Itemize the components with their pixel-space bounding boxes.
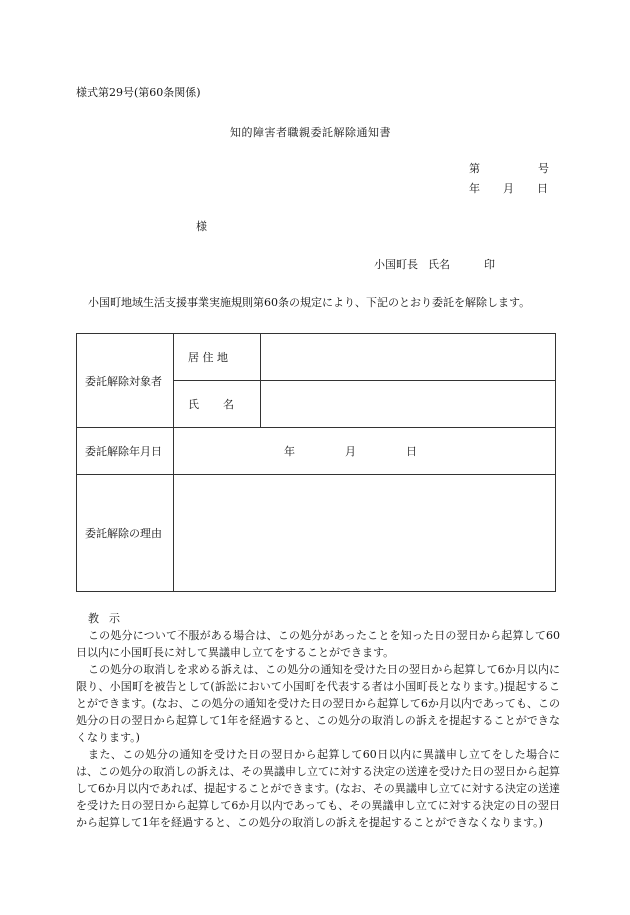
table-row-date: [77, 428, 556, 475]
date-year-label: 年: [469, 182, 480, 195]
table-row-address: [77, 334, 556, 381]
number-prefix: 第: [469, 162, 480, 175]
date-month-label: 月: [503, 182, 514, 195]
target-person-label: 委託解除対象者: [77, 334, 174, 428]
addressee-suffix: 様: [196, 220, 207, 233]
document-title: 知的障害者職親委託解除通知書: [230, 126, 391, 139]
cancel-month-label: 月: [345, 445, 356, 458]
issue-date-line: [469, 180, 548, 196]
notice-paragraph-1: この処分について不服がある場合は、この処分があったことを知った日の翌日から起算して60日以内に小国町長に対して異議申し立てをすることができます。: [76, 629, 560, 659]
name-value: [261, 381, 556, 428]
body-paragraph: 小国町地域生活支援事業実施規則第60条の規定により、下記のとおり委託を解除します。: [88, 296, 531, 309]
reason-label: 委託解除の理由: [77, 475, 174, 592]
date-day-label: 日: [537, 182, 548, 195]
name-label-first: 氏: [188, 398, 199, 411]
notice-section: [76, 610, 560, 831]
notice-paragraph-2: この処分の取消しを求める訴えは、この処分の通知を受けた日の翌日から起算して6か月以内に限り、小国町を被告として(訴訟において小国町を代表する者は小国町長となります。)提起することができます。(なお、この処分の通知を受けた日の翌日から起算して6か月以内であっても、この処分の日の翌日から起算して1年を経過すると、この処分の取消しの訴えを提起することができなくなります。): [76, 663, 560, 744]
cancel-year-label: 年: [284, 445, 295, 458]
reason-value: [174, 475, 556, 592]
address-label: 居 住 地: [174, 334, 261, 381]
address-value: [261, 334, 556, 381]
name-label-second: 名: [223, 398, 234, 411]
date-label: 委託解除年月日: [77, 428, 174, 475]
cancellation-table: [76, 333, 556, 592]
notice-paragraph-3: また、この処分の通知を受けた日の翌日から起算して60日以内に異議申し立てをした場合には、この処分の取消しの訴えは、その異議申し立てに対する決定の送達を受けた日の翌日から起算して6か月以内であれば、提起することができます。(なお、その異議申し立てに対する決定の送達を受けた日の翌日から起算して6か月以内であっても、その異議申し立てに対する決定の日の翌日から起算して1年を経過すると、この処分の取消しの訴えを提起することができなくなります。): [76, 748, 560, 829]
sender-name-label: 氏名: [428, 258, 450, 271]
form-number-label: 様式第29号(第60条関係): [76, 86, 201, 99]
sender-org: 小国町長: [374, 258, 418, 271]
document-number-line: [469, 160, 549, 176]
notice-heading: 教示: [88, 612, 130, 625]
sender-line: [374, 256, 495, 272]
number-suffix: 号: [538, 162, 549, 175]
name-label: [174, 381, 261, 428]
date-value: [174, 428, 556, 475]
cancel-day-label: 日: [406, 445, 417, 458]
table-row-reason: [77, 475, 556, 592]
seal-mark: 印: [484, 258, 495, 271]
